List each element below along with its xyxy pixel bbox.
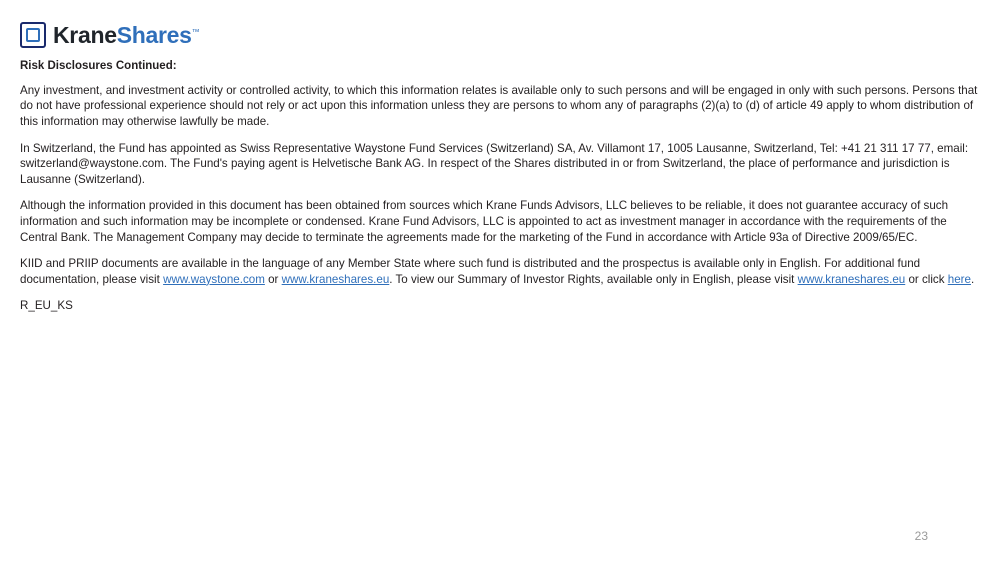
- logo-word-shares: Shares: [116, 21, 192, 48]
- investor-rights-here-link[interactable]: here: [947, 272, 971, 286]
- page-number: 23: [914, 529, 928, 543]
- trademark-symbol: ™: [191, 26, 200, 36]
- disclosure-paragraph-1: Any investment, and investment activity or controlled activity, to which this information relates is available only to such persons and will be engaged in only with such persons. Persons that do not have professional experience should not rely or act upon this information unless they are persons to whom any of paragraphs (2)(a) to (d) of article 49 apply to whom distribution of this information may otherwise lawfully be made.: [20, 83, 978, 128]
- page-title: Risk Disclosures Continued:: [20, 60, 177, 72]
- paragraph-4-text-1: KIID and PRIIP documents are available in the language of any Member State where such fund is distributed and the prospectus is available only in English. For additional fund documentation, please visit: [20, 257, 921, 286]
- disclosure-paragraph-2: In Switzerland, the Fund has appointed as Swiss Representative Waystone Fund Services (Switzerland) SA, Av. Villamont 17, 1005 Lausanne, Switzerland, Tel: +41 21 311 17 77, email: switzerland@waystone.com. The Fund's paying agent is Helvetische Bank AG. In respect of the Shares distributed in or from Switzerland, the place of performance and jurisdiction is Lausanne (Switzerland).: [20, 141, 969, 186]
- waystone-website-link[interactable]: www.waystone.com: [163, 272, 265, 286]
- logo-word-krane: Krane: [53, 21, 117, 48]
- logo-wordmark: [53, 21, 200, 48]
- kraneshares-eu-link-2[interactable]: www.kraneshares.eu: [797, 272, 906, 286]
- kraneshares-eu-link-1[interactable]: www.kraneshares.eu: [281, 272, 390, 286]
- disclosure-paragraph-4: [20, 256, 978, 287]
- kraneshares-square-logo-icon: [20, 22, 46, 48]
- kraneshares-logo: [20, 18, 980, 52]
- paragraph-4-text-4: or click: [905, 272, 948, 286]
- disclosure-paragraph-3: Although the information provided in this document has been obtained from sources which Krane Funds Advisors, LLC believes to be reliable, it does not guarantee accuracy of such information and such information may be incomplete or condensed. Krane Fund Advisors, LLC is appointed to act as investment manager in accordance with the requirements of the Central Bank. The Management Company may decide to terminate the agreements made for the marketing of the Fund in accordance with Article 93a of Directive 2009/65/EC.: [20, 199, 949, 244]
- paragraph-4-text-5: .: [970, 272, 975, 286]
- document-code: R_EU_KS: [20, 299, 73, 313]
- paragraph-4-text-2: or: [264, 272, 282, 286]
- paragraph-4-text-3: . To view our Summary of Investor Rights, available only in English, please visit: [389, 272, 798, 286]
